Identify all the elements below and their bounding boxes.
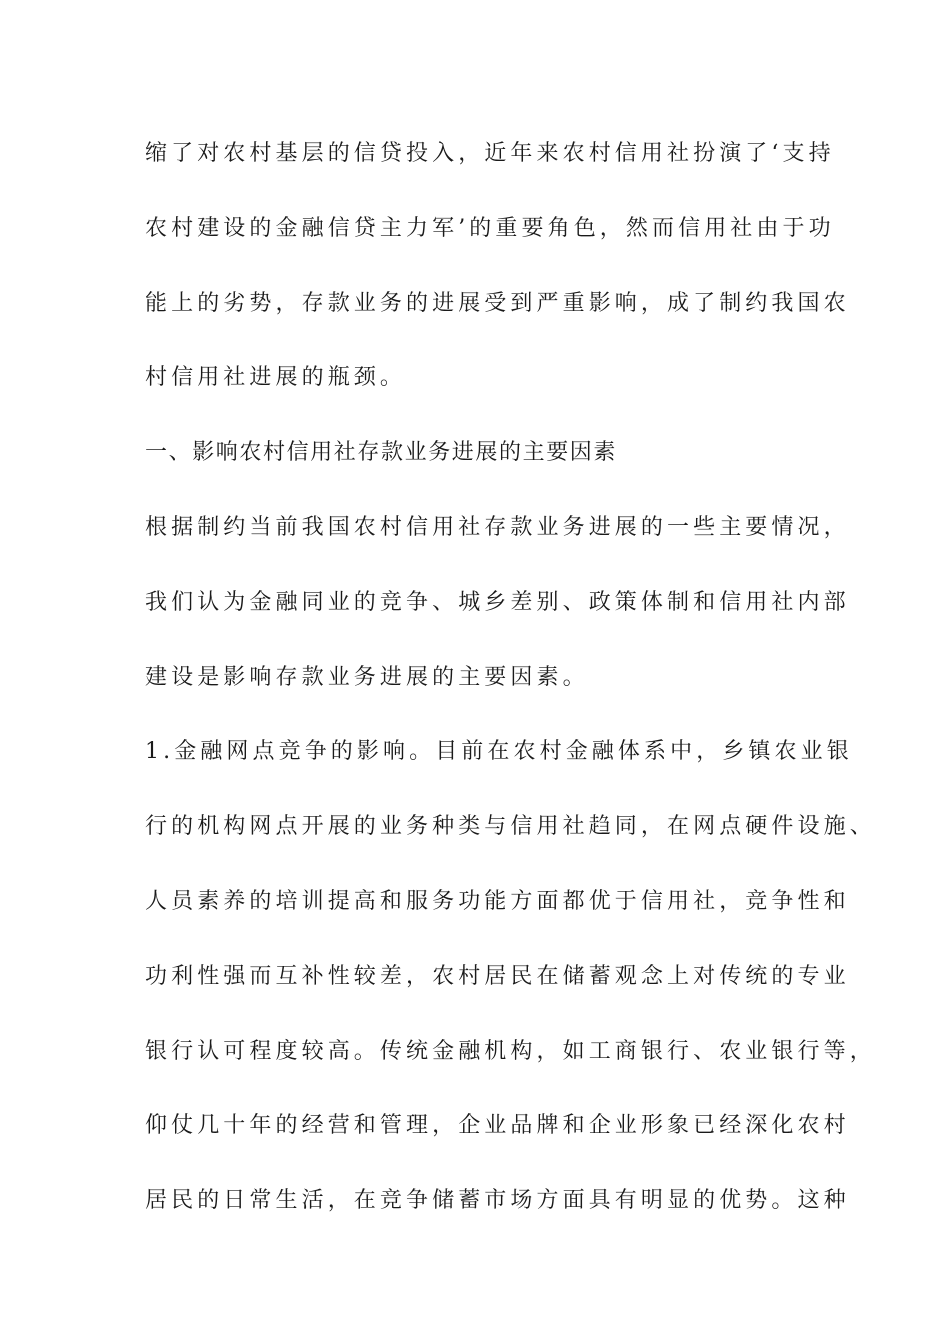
- document-body: [145, 128, 876, 1250]
- body-line: 功利性强而互补性较差，农村居民在储蓄观念上对传统的专业: [145, 963, 850, 989]
- body-line: 我们认为金融同业的竞争、城乡差别、政策体制和信用社内部: [145, 589, 850, 615]
- body-line: 建设是影响存款业务进展的主要因素。: [145, 664, 589, 690]
- body-line: 居民的日常生活，在竞争储蓄市场方面具有明显的优势。这种: [145, 1188, 850, 1214]
- body-line: 缩了对农村基层的信贷投入，近年来农村信用社扮演了‘支持: [145, 141, 835, 166]
- body-line: 仰仗几十年的经营和管理，企业品牌和企业形象已经深化农村: [145, 1113, 850, 1139]
- body-line: 农村建设的金融信贷主力军’的重要角色，然而信用社由于功: [145, 215, 835, 241]
- body-line: 根据制约当前我国农村信用社存款业务进展的一些主要情况，: [145, 514, 850, 540]
- section-heading: 一、影响农村信用社存款业务进展的主要因素: [145, 440, 618, 466]
- body-line: 银行认可程度较高。传统金融机构，如工商银行、农业银行等，: [145, 1038, 876, 1064]
- body-line: 能上的劣势，存款业务的进展受到严重影响，成了制约我国农: [145, 290, 850, 316]
- body-line: 村信用社进展的瓶颈。: [145, 365, 407, 391]
- body-line: 行的机构网点开展的业务种类与信用社趋同，在网点硬件设施、: [145, 814, 876, 840]
- body-line: 人员素养的培训提高和服务功能方面都优于信用社，竞争性和: [145, 888, 850, 914]
- body-line: 1.金融网点竞争的影响。目前在农村金融体系中，乡镇农业银: [145, 739, 853, 765]
